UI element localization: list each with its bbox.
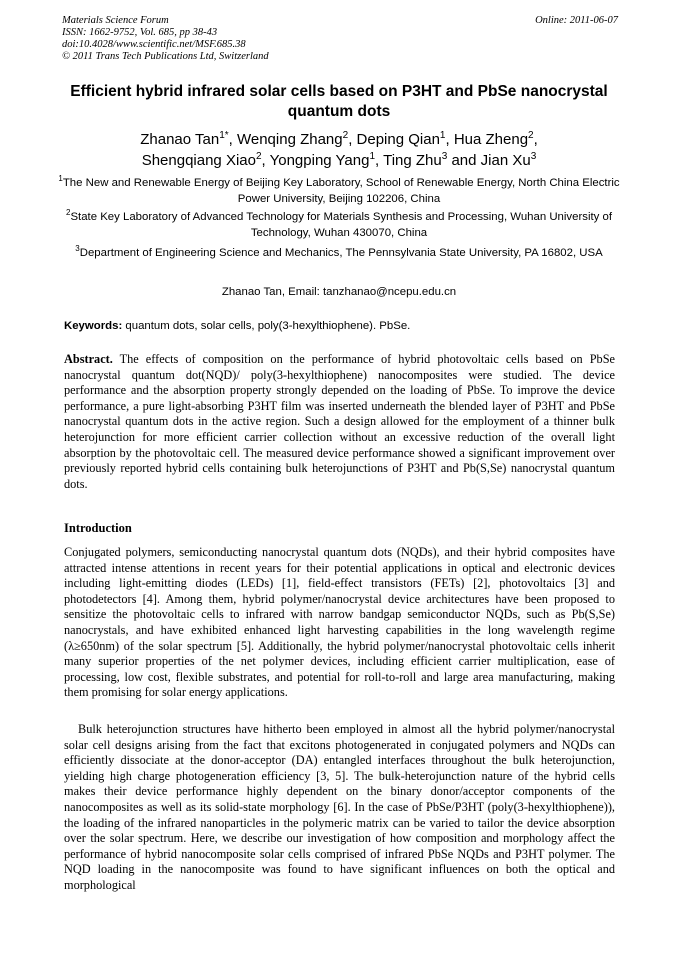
abstract-text: The effects of composition on the performance of hybrid photovoltaic cells based on PbSe nanocrystal quantum dot(NQD)/ poly(3-hexylthiophene) nanocomposites were studied. The device performance and the absorption property strongly depended on the loading of PbSe. To improve the device performance, a pure light-absorbing P3HT film was inserted underneath the blended layer of P3HT and PbSe nanocrystal quantum dots in the active region. Such a design allowed for the employment of a thinner bulk heterojunction for more efficient carrier collection without an excessive reduction of the overall light absorption by the photovoltaic cell. The measured device performance showed a significant improvement over previously reported hybrid cells containing bulk heterojunctions of P3HT and Pb(S,Se) nanocrystal quantum dots. xyxy=(64,352,615,491)
abstract-label: Abstract. xyxy=(64,352,113,366)
introduction-heading: Introduction xyxy=(64,521,132,535)
paper-title: Efficient hybrid infrared solar cells based on P3HT and PbSe nanocrystal quantum dots xyxy=(70,83,608,120)
journal-issn: ISSN: 1662-9752, Vol. 685, pp 38-43 xyxy=(62,27,218,38)
keywords xyxy=(64,319,616,334)
journal-doi: doi:10.4028/www.scientific.net/MSF.685.38 xyxy=(62,39,246,50)
keywords-text: quantum dots, solar cells, poly(3-hexylthiophene). PbSe. xyxy=(122,320,411,332)
author: Wenqing Zhang$^2$, xyxy=(236,130,357,148)
keywords-label: Keywords: xyxy=(64,320,123,332)
author: Jian Xu$^3$ xyxy=(480,151,537,169)
introduction-paragraph-2: Bulk heterojunction structures have hitherto been employed in almost all the hybrid polymer/nanocrystal solar cell designs arising from the fact that excitons photogenerated in conjugated polymers and NQDs can efficiently dissociate at the donor-acceptor (DA) entangled interfaces throughout the bulk heterojunction, yielding high charge photogeneration efficiency [3, 5]. The bulk-heterojunction nature of the hybrid cells makes their device performance highly dependent on the binary donor/acceptor components of the nanocomposites as well as its solid-state morphology [6]. In the case of PbSe/P3HT (poly(3-hexylthiophene)), the loading of the infrared nanoparticles in the polymeric matrix can be varied to tailor the device absorption over the solar spectrum. Here, we describe our investigation of how composition and morphology affect the performance of hybrid nanocomposite solar cells comprised of infrared PbSe NQDs and P3HT polymer. The NQD loading in the nanocomposite was found to have significant influences on both the optical and morphological xyxy=(64,722,615,892)
author: Hua Zheng$^2$, xyxy=(453,130,538,148)
journal-name: Materials Science Forum xyxy=(62,15,169,26)
affiliation-3: $^3$Department of Engineering Science and Mechanics, The Pennsylvania State University, PA 16802, USA xyxy=(75,244,603,259)
abstract xyxy=(64,352,615,492)
author-list xyxy=(50,129,628,171)
journal-header xyxy=(62,15,618,63)
online-date: Online: 2011-06-07 xyxy=(535,15,618,26)
author: Deping Qian$^1$, xyxy=(356,130,454,148)
journal-copyright: © 2011 Trans Tech Publications Ltd, Switzerland xyxy=(62,51,269,62)
author: Ting Zhu$^3$ and xyxy=(383,151,481,169)
author: Shengqiang Xiao$^2$, xyxy=(141,151,270,169)
author: Zhanao Tan$^{1*}$, xyxy=(140,130,237,148)
corresponding-email: Zhanao Tan, Email: tanzhanao@ncepu.edu.cn xyxy=(221,286,457,298)
introduction-paragraph-1: Conjugated polymers, semiconducting nanocrystal quantum dots (NQDs), and their hybrid composites have attracted intense attentions in recent years for their potential applications in optical and electronic devices including light-emitting diodes (LEDs) [1], field-effect transistors (FETs) [2], photovoltaics [3] and photodetectors [4]. Among them, hybrid polymer/nanocrystal device architectures have been proposed to sensitize the photovoltaic cells to infrared with narrow bandgap semiconductor NQDs, such as Pb(S,Se) nanocrystals, and have exhibited enhanced light harvesting capabilities in the long wavelength regime (λ≥650nm) of the solar spectrum [5]. Additionally, the hybrid polymer/nanocrystal photovoltaic cells inherit many superior properties of the net polymer devices, including efficient carrier multiplication, ease of processing, low cost, flexible substrates, and potential for roll-to-roll and large area manufacturing, making them promising for solar energy applications. xyxy=(64,545,615,700)
affiliation-2: $^2$State Key Laboratory of Advanced Technology for Materials Synthesis and Processing, Wuhan University of Technology, Wuhan 430070, China xyxy=(65,208,612,239)
affiliation-1: $^1$The New and Renewable Energy of Beijing Key Laboratory, School of Renewable Energy, North China Electric Power University, Beijing 102206, China xyxy=(58,174,620,205)
author: Yongping Yang$^1$, xyxy=(269,151,384,169)
